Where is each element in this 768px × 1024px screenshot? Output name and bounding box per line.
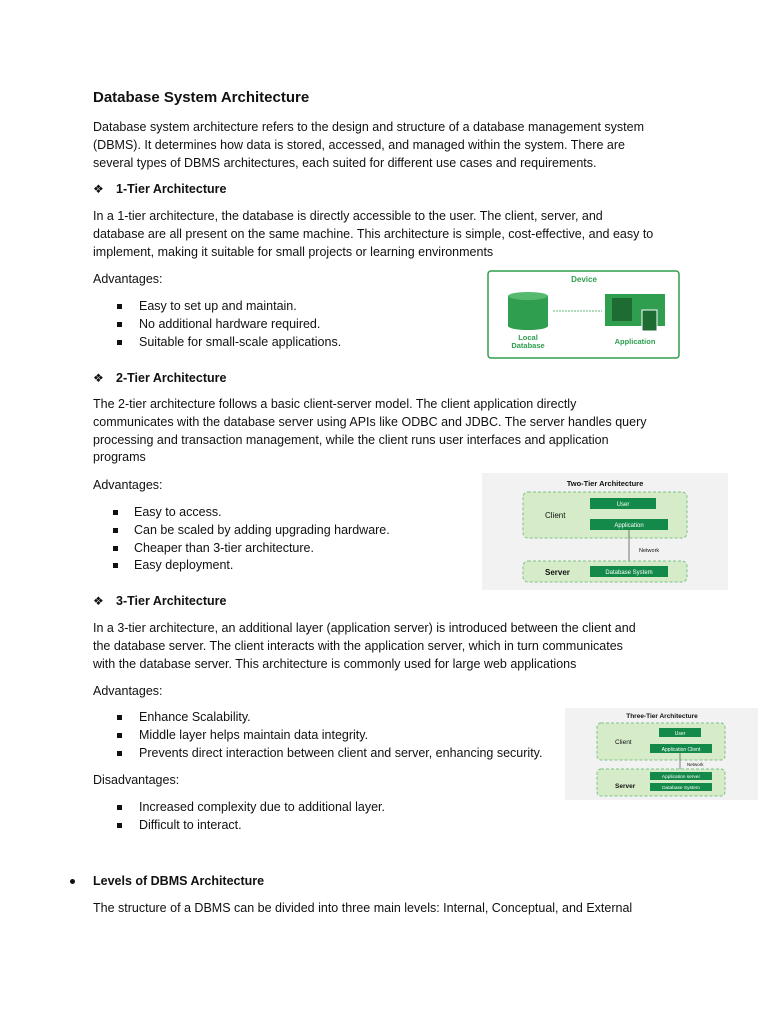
paragraph-line: The 2-tier architecture follows a basic client-server model. The client application directly: [93, 397, 577, 411]
diamond-bullet-icon: ❖: [93, 371, 104, 385]
paragraph-line: implement, making it suitable for small projects or learning environments: [93, 244, 494, 259]
network-label: Network: [639, 548, 660, 554]
section-heading-1-tier: 1-Tier Architecture: [116, 182, 227, 196]
application-server-label: Application server: [661, 775, 701, 780]
square-bullet-icon: [117, 805, 122, 810]
advantages-label: Advantages:: [93, 684, 163, 698]
user-label: User: [674, 731, 686, 737]
diagram-title: Three-Tier Architecture: [626, 713, 698, 720]
paragraph-line: In a 3-tier architecture, an additional layer (application server) is introduced between the client and: [93, 621, 636, 635]
database-system-label: Database System: [662, 786, 700, 791]
three-tier-diagram: [565, 708, 758, 800]
intro-line: several types of DBMS architectures, each suited for different use cases and requirements.: [93, 155, 597, 170]
paragraph-line: the database server. The client interacts with the application server, which in turn communicates: [93, 638, 623, 653]
list-item: Can be scaled by adding upgrading hardware.: [134, 523, 390, 537]
paragraph-line: programs: [93, 450, 146, 465]
application-label: Application: [614, 337, 656, 346]
two-tier-diagram: [482, 473, 728, 590]
section-heading-3-tier: 3-Tier Architecture: [116, 594, 227, 608]
mobile-device-icon: [642, 310, 657, 331]
advantages-label: Advantages:: [93, 478, 163, 492]
paragraph-line: with the database server. This architecture is commonly used for large web applications: [93, 656, 577, 671]
diagram-title: Two-Tier Architecture: [566, 479, 644, 488]
page-title: Database System Architecture: [93, 89, 310, 106]
client-label: Client: [545, 511, 566, 520]
list-item: Middle layer helps maintain data integrity.: [139, 728, 369, 742]
section-2-paragraph: [93, 396, 647, 467]
square-bullet-icon: [117, 304, 122, 309]
paragraph-line: communicates with the database server using APIs like ODBC and JDBC. The server handles query: [93, 414, 647, 429]
application-client-label: Application Client: [661, 747, 701, 753]
database-icon: [508, 296, 548, 326]
paragraph-line: In a 1-tier architecture, the database is directly accessible to the user. The client, server, and: [93, 209, 603, 223]
levels-paragraph: The structure of a DBMS can be divided into three main levels: Internal, Conceptual, and External: [93, 901, 633, 915]
device-label: Device: [571, 275, 597, 284]
list-item: Cheaper than 3-tier architecture.: [134, 541, 314, 555]
section-1-paragraph: [93, 208, 653, 261]
list-item: Easy to access.: [134, 505, 222, 519]
list-item: Prevents direct interaction between client and server, enhancing security.: [139, 746, 543, 760]
user-label: User: [616, 502, 630, 508]
list-item: Enhance Scalability.: [139, 710, 251, 724]
list-item: Easy deployment.: [134, 558, 234, 572]
database-icon-top: [508, 292, 548, 300]
server-label: Server: [545, 568, 570, 577]
section-heading-2-tier: 2-Tier Architecture: [116, 371, 227, 385]
square-bullet-icon: [117, 322, 122, 327]
square-bullet-icon: [113, 510, 118, 515]
list-item: Suitable for small-scale applications.: [139, 335, 342, 349]
paragraph-line: database are all present on the same machine. This architecture is simple, cost-effective, and easy to: [93, 226, 654, 241]
one-tier-diagram: [487, 270, 680, 359]
list-item: Difficult to interact.: [139, 818, 242, 832]
diamond-bullet-icon: ❖: [93, 594, 104, 608]
application-window: [612, 298, 632, 321]
advantages-label: Advantages:: [93, 272, 163, 286]
client-label: Client: [615, 739, 632, 746]
server-label: Server: [615, 783, 636, 790]
disadvantages-label: Disadvantages:: [93, 773, 180, 787]
db-label-line-1: Local: [518, 333, 538, 342]
list-item: No additional hardware required.: [139, 317, 321, 331]
intro-line: Database system architecture refers to the design and structure of a database management system: [93, 120, 644, 134]
list-item: Easy to set up and maintain.: [139, 299, 297, 313]
levels-heading: Levels of DBMS Architecture: [93, 874, 265, 888]
paragraph-line: processing and transaction management, while the client runs user interfaces and application: [93, 432, 609, 447]
list-item: Increased complexity due to additional layer.: [139, 800, 385, 814]
application-label: Application: [614, 523, 644, 529]
intro-line: (DBMS). It determines how data is stored, accessed, and managed within the system. There are: [93, 137, 625, 152]
network-label: Network: [687, 762, 704, 767]
database-icon-bottom: [508, 322, 548, 330]
square-bullet-icon: [117, 340, 122, 345]
square-bullet-icon: [113, 563, 118, 568]
square-bullet-icon: [117, 715, 122, 720]
round-bullet-icon: [70, 879, 75, 884]
square-bullet-icon: [113, 528, 118, 533]
db-label-line-2: Database: [511, 341, 545, 350]
square-bullet-icon: [117, 733, 122, 738]
square-bullet-icon: [117, 751, 122, 756]
intro-paragraph: [93, 119, 644, 172]
section-3-paragraph: [93, 620, 636, 673]
square-bullet-icon: [117, 823, 122, 828]
database-system-label: Database System: [605, 570, 653, 576]
square-bullet-icon: [113, 546, 118, 551]
diamond-bullet-icon: ❖: [93, 182, 104, 196]
